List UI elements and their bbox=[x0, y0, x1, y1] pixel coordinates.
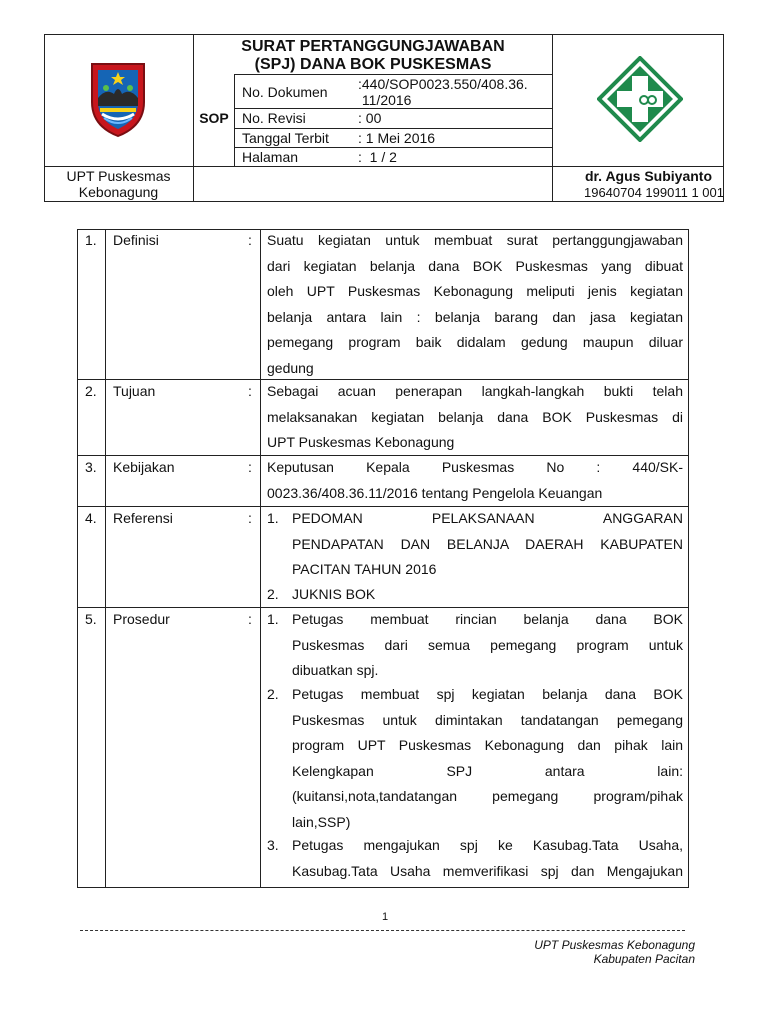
organization-name bbox=[44, 168, 193, 200]
list-number: 3. bbox=[267, 837, 279, 853]
section-title: Definisi bbox=[113, 232, 159, 248]
section-number: 2. bbox=[85, 383, 97, 399]
header-divider bbox=[234, 74, 552, 75]
footer-regency: Kabupaten Pacitan bbox=[593, 952, 695, 966]
section-number: 3. bbox=[85, 459, 97, 475]
section-colon: : bbox=[248, 459, 252, 475]
title-line: SURAT PERTANGGUNGJAWABAN bbox=[241, 38, 505, 55]
meta-value: : 00 bbox=[358, 110, 382, 126]
body-line: Suatu kegiatan untuk membuat surat pertanggungjawaban bbox=[267, 232, 683, 248]
section-colon: : bbox=[248, 383, 252, 399]
list-line: Kasubag.Tata Usaha memverifikasi spj dan Mengajukan bbox=[292, 862, 683, 879]
list-item bbox=[292, 607, 683, 684]
list-line: Kelengkapan SPJ antara lain: bbox=[292, 762, 683, 779]
list-number: 1. bbox=[267, 611, 279, 627]
section-number: 5. bbox=[85, 611, 97, 627]
regency-crest-logo bbox=[86, 58, 150, 138]
list-number: 2. bbox=[267, 586, 279, 602]
list-line: dibuatkan spj. bbox=[292, 662, 379, 678]
meta-label: No. Revisi bbox=[242, 110, 306, 126]
body-line: 0023.36/408.36.11/2016 tentang Pengelola Keuangan bbox=[267, 484, 603, 501]
footer-organization: UPT Puskesmas Kebonagung bbox=[534, 938, 695, 952]
list-line: Petugas membuat rincian belanja dana BOK bbox=[292, 611, 683, 627]
list-item bbox=[292, 506, 683, 583]
meta-label: No. Dokumen bbox=[242, 84, 328, 100]
section-body bbox=[267, 455, 683, 506]
body-line: Keputusan Kepala Puskesmas No : 440/SK- bbox=[267, 459, 683, 475]
list-item bbox=[292, 682, 683, 835]
list-line: (kuitansi,nota,tandatangan pemegang program/pihak bbox=[292, 788, 683, 804]
list-line: PENDAPATAN DAN BELANJA DAERAH KABUPATEN bbox=[292, 535, 683, 552]
body-line: belanja antara lain : belanja barang dan jasa kegiatan bbox=[267, 308, 683, 325]
section-title: Prosedur bbox=[113, 611, 170, 627]
body-line: melaksanakan kegiatan belanja dana BOK Puskesmas di bbox=[267, 408, 683, 425]
list-line: PACITAN TAHUN 2016 bbox=[292, 561, 437, 577]
signer-name: dr. Agus Subiyanto bbox=[584, 168, 712, 184]
puskesmas-green-cross-logo bbox=[597, 56, 683, 142]
title-line: (SPJ) DANA BOK PUSKESMAS bbox=[254, 56, 492, 73]
organization-line: Kebonagung bbox=[78, 184, 159, 200]
list-line: Petugas membuat spj kegiatan belanja dana BOK bbox=[292, 686, 683, 702]
header-divider bbox=[44, 166, 724, 167]
body-line: UPT Puskesmas Kebonagung bbox=[267, 434, 455, 450]
header-divider bbox=[234, 108, 552, 109]
meta-label: Halaman bbox=[242, 149, 299, 165]
body-line: gedung bbox=[267, 359, 314, 376]
section-colon: : bbox=[248, 510, 252, 526]
list-line: PEDOMAN PELAKSANAAN ANGGARAN bbox=[292, 510, 683, 526]
organization-line: UPT Puskesmas bbox=[66, 168, 171, 184]
body-line: pemegang program baik didalam gedung maupun diluar bbox=[267, 334, 683, 350]
section-number: 1. bbox=[85, 232, 97, 248]
section-body bbox=[267, 379, 683, 456]
header-divider bbox=[234, 128, 552, 129]
body-line: oleh UPT Puskesmas Kebonagung meliputi jenis kegiatan bbox=[267, 283, 683, 299]
document-title bbox=[194, 38, 552, 74]
meta-label: Tanggal Terbit bbox=[242, 130, 329, 146]
list-item bbox=[292, 833, 683, 884]
meta-value: : 1 Mei 2016 bbox=[358, 130, 436, 146]
signer-nip: 19640704 199011 1 001 bbox=[583, 185, 724, 200]
list-line: program UPT Puskesmas Kebonagung dan pihak lain bbox=[292, 737, 683, 753]
section-number: 4. bbox=[85, 510, 97, 526]
page-number: 1 bbox=[381, 911, 389, 923]
list-item bbox=[292, 582, 683, 608]
list-line: Petugas mengajukan spj ke Kasubag.Tata Usaha, bbox=[292, 837, 683, 853]
table-column-divider bbox=[260, 229, 261, 888]
list-line: lain,SSP) bbox=[292, 813, 351, 830]
section-title: Referensi bbox=[113, 510, 173, 526]
footer-divider bbox=[80, 930, 685, 931]
table-column-divider bbox=[105, 229, 106, 888]
section-body bbox=[267, 228, 683, 381]
list-line: Puskesmas untuk dimintakan tandatangan pemegang bbox=[292, 711, 683, 728]
meta-value: : 1 / 2 bbox=[358, 149, 397, 165]
meta-value bbox=[358, 76, 528, 108]
sop-label: SOP bbox=[199, 110, 229, 126]
section-colon: : bbox=[248, 611, 252, 627]
meta-value-line: :440/SOP0023.550/408.36. bbox=[358, 76, 528, 92]
section-colon: : bbox=[248, 232, 252, 248]
list-number: 1. bbox=[267, 510, 279, 526]
header-divider bbox=[234, 147, 552, 148]
section-title: Tujuan bbox=[113, 383, 156, 399]
list-number: 2. bbox=[267, 686, 279, 702]
section-title: Kebijakan bbox=[113, 459, 175, 475]
meta-value-line: 11/2016 bbox=[358, 92, 412, 108]
list-line: Puskesmas dari semua pemegang program untuk bbox=[292, 636, 683, 653]
body-line: dari kegiatan belanja dana BOK Puskesmas yang dibuat bbox=[267, 257, 683, 274]
header-divider bbox=[234, 74, 235, 166]
body-line: Sebagai acuan penerapan langkah-langkah bukti telah bbox=[267, 383, 683, 399]
list-line: JUKNIS BOK bbox=[292, 586, 376, 602]
